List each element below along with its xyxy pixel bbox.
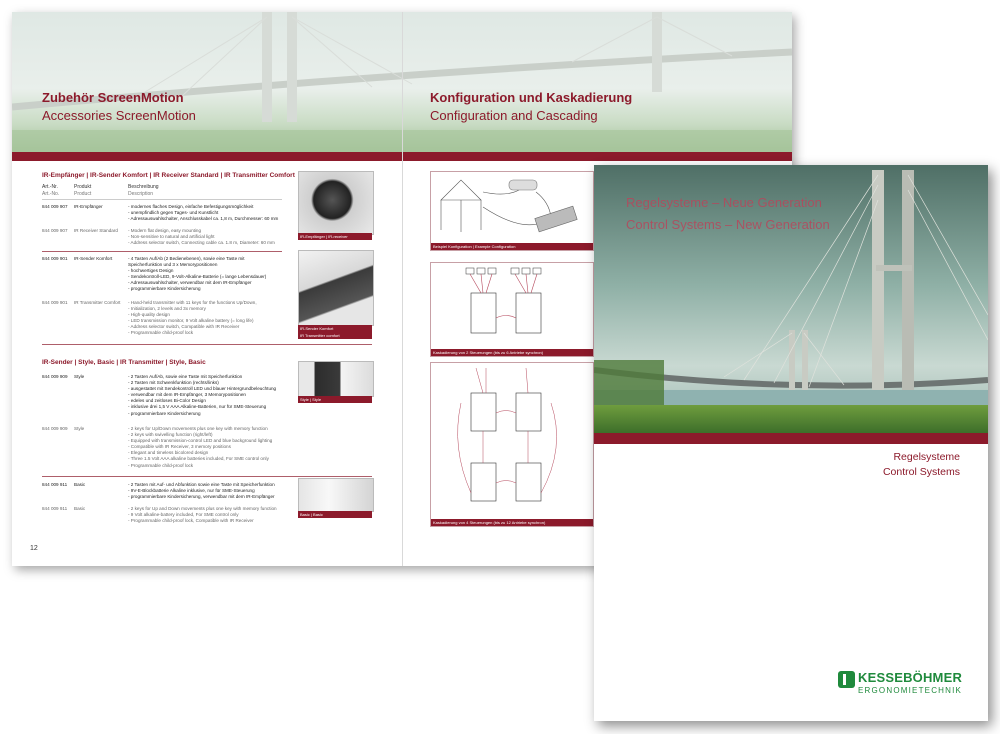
row7-artno: 844 009 911 xyxy=(42,482,68,487)
basic-transmitter-image xyxy=(298,478,374,512)
cascading-2-caption: Kaskadierung von 2 Steuerungen (bis zu 6 Antriebe synchron) xyxy=(431,349,593,356)
row5-product: Style xyxy=(74,374,85,379)
row8-product: Basic xyxy=(74,506,86,511)
row6-artno: 844 009 909 xyxy=(42,426,68,431)
configuration-illustration xyxy=(431,172,591,242)
section1-heading: IR-Empfänger | IR-Sender Komfort | IR Receiver Standard | IR Transmitter Comfort xyxy=(42,172,295,179)
cascading-4-caption: Kaskadierung von 4 Steuerungen (bis zu 12 Antriebe synchron) xyxy=(431,519,593,526)
col-product-en: Product xyxy=(74,191,92,197)
left-title-en: Accessories ScreenMotion xyxy=(42,108,196,123)
cascading-2-diagram xyxy=(430,262,594,357)
style-transmitter-image xyxy=(298,361,374,397)
row7-product: Basic xyxy=(74,482,86,487)
row1-artno: 844 009 907 xyxy=(42,204,68,209)
brochure-cover xyxy=(594,165,988,721)
row4-desc: - Hand-held transmitter with 11 keys for the functions Up/Down, - Initialization, 2 levels and 3x memory - High-quality design - LED transmission monitor, 9 Volt alkaline battery (= long life) - Address selector switch, Compatible with IR Receiver - Programmable child-proof lock xyxy=(128,300,257,336)
col-desc-en: Description xyxy=(128,191,154,197)
row3-desc: - 4 Tasten Auf/Ab (2 Bedienebenen), sowie eine Taste mit Speicherfunktion und 3 x Memorypositionen - hochwertiges Design - Sendekontroll-LED, 9-Volt-Alkaline-Batterie (= lange Lebensdauer) - Adressauswahlschalter, verwendbar mit dem IR-Empfänger - programmierbare Kindersicherung xyxy=(128,256,267,292)
row8-desc: - 2 keys for Up and Down movements plus one key with memory function - 9 Volt alkaline-battery included, For SME control only - Programmable child-proof lock, Compatible with IR Receiver xyxy=(128,506,277,524)
row2-desc: - Modern flat design, easy mounting - Non-sensitive to natural and artificial light - Address selector switch, Connecting cable ca. 1.8 m, Diameter: 60 mm xyxy=(128,228,275,246)
row3-artno: 844 009 901 xyxy=(42,256,68,261)
cover-subtitle-de: Regelsysteme xyxy=(893,451,960,463)
col-desc-de: Beschreibung xyxy=(128,184,159,190)
row-divider xyxy=(42,476,372,477)
ir-receiver-caption: IR-Empfänger | IR-receiver xyxy=(298,233,372,240)
style-caption: Style | Style xyxy=(298,396,372,403)
ir-transmitter-comfort-caption: IR-Sender Komfort IR Transmitter comfort xyxy=(298,325,372,339)
example-configuration-diagram xyxy=(430,171,594,251)
ir-receiver-image xyxy=(298,171,374,235)
logo-subline: ERGONOMIETECHNIK xyxy=(858,686,963,695)
row2-artno: 844 009 907 xyxy=(42,228,68,233)
row5-artno: 844 009 909 xyxy=(42,374,68,379)
row3-product: IR-Sender Komfort xyxy=(74,256,113,261)
section2-heading: IR-Sender | Style, Basic | IR Transmitter | Style, Basic xyxy=(42,359,206,366)
row4-product: IR Transmitter Comfort xyxy=(74,300,121,305)
row5-desc: - 2 Tasten Auf/Ab, sowie eine Taste mit Speicherfunktion - 2 Tasten mit Schwenkfunktion (rechts/links) - ausgestattet mit Sendekontroll LED und blauer Hintergrundbeleuchtung - verwendbar mit dem IR-Empfänger, 3 Memorypositionen - edeles und zeitloses Bi-Color Design - inklusive drei 1,5 V AAA Alkaline-Batterien, nur für SME-Steuerung - programmierbare Kindersicherung xyxy=(128,374,277,416)
right-title-de: Konfiguration und Kaskadierung xyxy=(430,90,633,105)
row7-desc: - 2 Tasten mit Auf- und Abfunktion sowie eine Taste mit Speicherfunktion - 9V-E-Blockbatterie Alkaline inklusive, nur für SME-Steuerung - programmierbare Kindersicherung, verwendbar mit dem IR-Empfänger xyxy=(128,482,275,500)
kessebohmer-logo xyxy=(838,670,968,698)
row2-product: IR Receiver Standard xyxy=(74,228,118,233)
page-spine xyxy=(402,12,403,566)
table-header-rule xyxy=(42,199,282,200)
left-title-de: Zubehör ScreenMotion xyxy=(42,90,184,105)
right-title-en: Configuration and Cascading xyxy=(430,108,598,123)
cover-headline-de: Regelsysteme – Neue Generation xyxy=(626,195,822,210)
row1-product: IR-Empfänger xyxy=(74,204,103,209)
basic-caption: Basic | Basic xyxy=(298,511,372,518)
col-product-de: Produkt xyxy=(74,184,92,190)
row1-desc: - modernes flaches Design, einfache Befestigungsmöglichkeit - unempfindlich gegen Tages- und Kunstlicht - Adressauswahlschalter, Anschlusskabel ca. 1,8 m, Durchmesser: 60 mm xyxy=(128,204,279,222)
example-configuration-caption: Beispiel Konfiguration | Example Configuration xyxy=(431,243,593,250)
row6-desc: - 2 keys for Up/Down movements plus one key with memory function - 2 keys with swivelling function (right/left) - Equipped with transmission-control LED and blue background lighting - Compatible with IR Receiver, 3 memory positions - Elegant and timeless bicolored design - Three 1.5 Volt AAA alkaline batteries included, For SME control only - Programmable child-proof lock xyxy=(128,426,273,468)
cascading-4-diagram xyxy=(430,362,594,527)
cascading-2-illustration xyxy=(431,263,591,348)
section-divider xyxy=(42,344,372,345)
page-number: 12 xyxy=(30,545,38,552)
row4-artno: 844 009 901 xyxy=(42,300,68,305)
cascading-4-illustration xyxy=(431,363,591,518)
cover-subtitle-en: Control Systems xyxy=(882,466,960,478)
ir-transmitter-comfort-image xyxy=(298,250,374,326)
col-artno-de: Art.-Nr. xyxy=(42,184,58,190)
logo-name: KESSEBÖHMER xyxy=(858,670,963,685)
cover-red-bar xyxy=(594,433,988,444)
row6-product: Style xyxy=(74,426,85,431)
row-divider xyxy=(42,251,282,252)
row8-artno: 844 009 911 xyxy=(42,506,68,511)
logo-mark-icon xyxy=(838,671,855,688)
cover-headline-en: Control Systems – New Generation xyxy=(626,217,830,232)
col-artno-en: Art.-No. xyxy=(42,191,60,197)
